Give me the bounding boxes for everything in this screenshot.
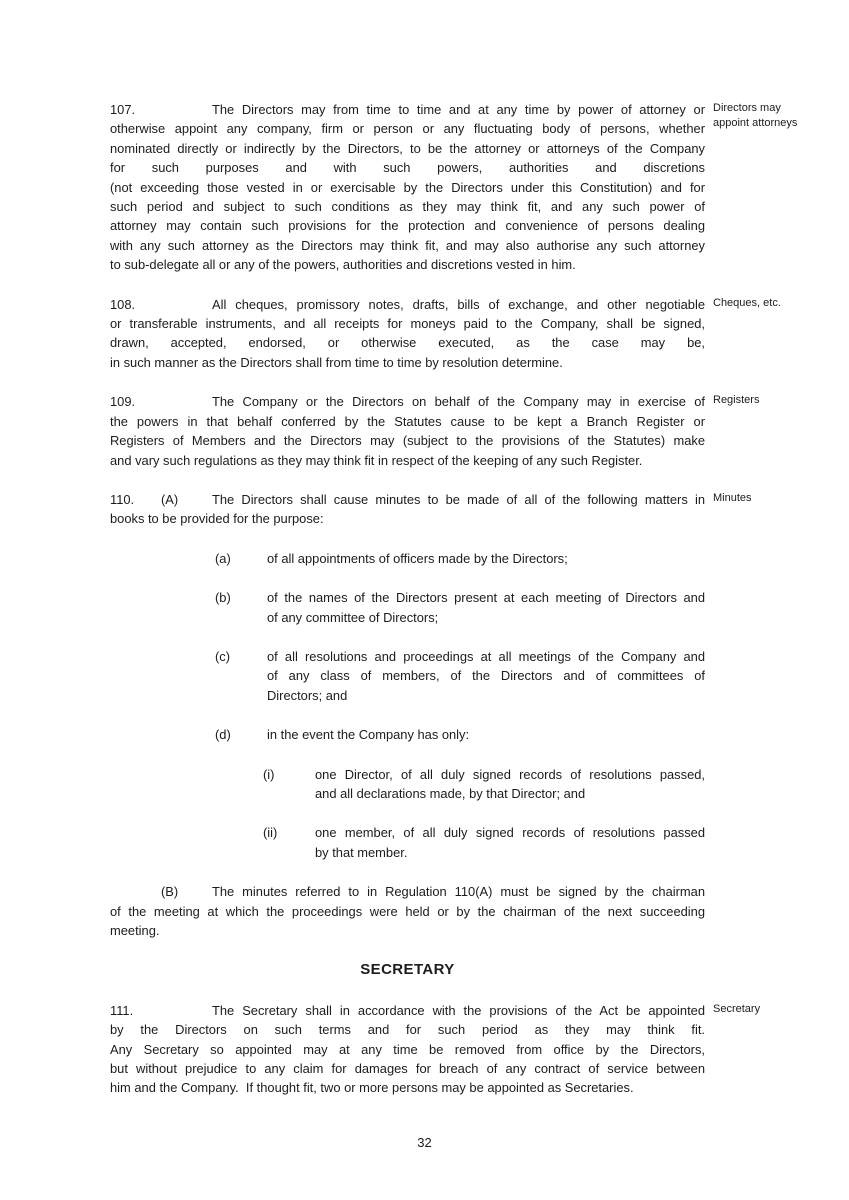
regulation-107-number: 107.: [110, 102, 136, 117]
list-label-b: (b): [215, 590, 231, 606]
regulation-109-text: The Company or the Directors on behalf of the Company may in exercise of the powers in that behalf conferred by the Statutes cause to be kept a Branch Register or Registers of Members and the Directors may (subject to the provisions of the Statutes) make and vary such regulations as they may think fit in respect of the keeping of any such Register.: [110, 394, 705, 468]
page-number: 32: [417, 1135, 432, 1150]
regulation-110-number: 110.: [110, 491, 135, 507]
minutes-list-item-a: [110, 549, 705, 568]
regulation-107: [110, 100, 798, 275]
margin-note-registers: Registers: [713, 394, 760, 407]
section-heading-secretary: SECRETARY: [360, 961, 455, 979]
clause-label-b: (B): [161, 884, 179, 900]
regulation-111-number: 111.: [110, 1002, 134, 1018]
regulation-110b: [110, 882, 705, 940]
margin-note-minutes: Minutes: [713, 491, 752, 504]
regulation-108: [110, 295, 781, 373]
minutes-list-item-d-sub-ii-text: one member, of all duly signed records of resolutions passed by that member.: [315, 825, 705, 860]
sublist-label-i: (i): [263, 766, 275, 782]
regulation-108-text: All cheques, promissory notes, drafts, bills of exchange, and other negotiable or transferable instruments, and all receipts for moneys paid to the Company, shall be signed, drawn, accepted, endorsed, or otherwise executed, as the case may be, in such manner as the Directors shall from time to time by resolution determine.: [110, 296, 705, 370]
regulation-111: [110, 1001, 761, 1098]
minutes-list-item-d-sub-ii: [110, 823, 705, 862]
regulation-110a-text: The Directors shall cause minutes to be made of all of the following matters in books to be provided for the purpose:: [110, 491, 705, 527]
regulation-109-number: 109.: [110, 394, 136, 410]
list-label-d: (d): [215, 727, 231, 743]
minutes-list-item-d: [110, 725, 705, 744]
sublist-label-ii: (ii): [263, 825, 278, 841]
clause-label-a: (A): [161, 491, 179, 507]
main-text-column: [110, 100, 798, 1118]
minutes-list-item-c: [110, 647, 705, 705]
margin-note-secretary: Secretary: [713, 1002, 761, 1015]
list-label-c: (c): [215, 648, 231, 664]
minutes-list-item-d-text: in the event the Company has only:: [267, 727, 470, 743]
margin-note-directors-may-appoint-attorneys: Directors may appoint attorneys: [713, 102, 798, 129]
regulation-111-text: The Secretary shall in accordance with the provisions of the Act be appointed by the Directors on such terms and for such period as they may think fit. Any Secretary so appointed may at any time be removed from office by the Directors, but without prejudice to any claim for damages for breach of any contract of service between him and the Company. If thought fit, two or more persons may be appointed as Secretaries.: [110, 1002, 705, 1096]
minutes-list-item-d-sub-i-text: one Director, of all duly signed records of resolutions passed, and all declarations made, by that Director; and: [315, 766, 705, 801]
minutes-list-item-c-text: of all resolutions and proceedings at all meetings of the Company and of any class of members, of the Directors and of committees of Directors; and: [267, 648, 705, 703]
regulation-110b-text: The minutes referred to in Regulation 110(A) must be signed by the chairman of the meeting at which the proceedings were held or by the chairman of the next succeeding meeting.: [110, 884, 705, 938]
minutes-list-item-a-text: of all appointments of officers made by the Directors;: [267, 550, 568, 566]
minutes-list-item-b: [110, 588, 705, 627]
minutes-list-item-b-text: of the names of the Directors present at each meeting of Directors and of any committee of Directors;: [267, 590, 705, 625]
regulation-108-number: 108.: [110, 296, 136, 312]
regulation-110a: [110, 490, 752, 529]
list-label-a: (a): [215, 550, 231, 566]
minutes-list-item-d-sub-i: [110, 765, 705, 804]
regulation-107-text: The Directors may from time to time and at any time by power of attorney or otherwise appoint any company, firm or person or any fluctuating body of persons, whether nominated directly or indirectly by the Directors, to be the attorney or attorneys of the Company for such purposes and with such powers, authorities and discretions (not exceeding those vested in or exercisable by the Directors under this Constitution) and for such period and subject to such conditions as they may think fit, and any such power of attorney may contain such provisions for the protection and convenience of persons dealing with any such attorney as the Directors may think fit, and may also authorise any such attorney to sub-delegate all or any of the powers, authorities and discretions vested in him.: [110, 102, 705, 273]
margin-note-cheques-etc: Cheques, etc.: [713, 296, 781, 309]
regulation-109: [110, 392, 760, 470]
